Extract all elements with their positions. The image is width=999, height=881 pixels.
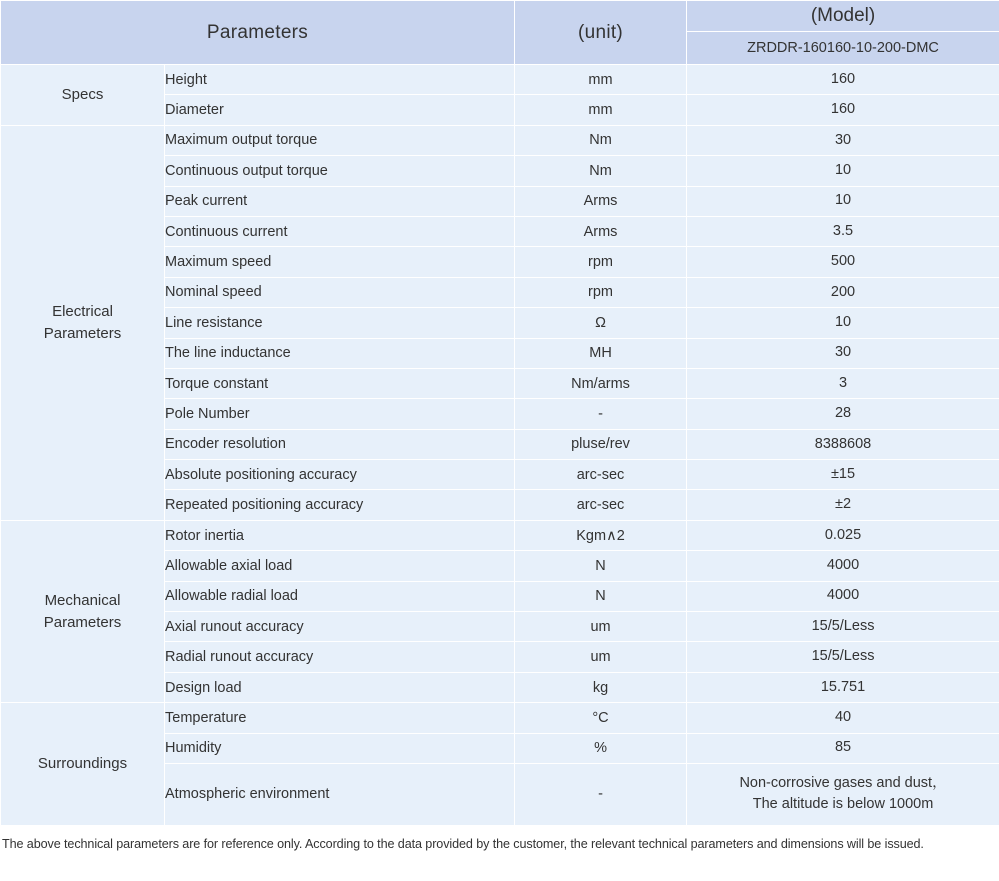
- param-unit: Nm/arms: [515, 368, 687, 398]
- group-label-line1: Electrical: [52, 303, 113, 321]
- param-value: 85: [687, 733, 999, 763]
- param-name: Radial runout accuracy: [165, 642, 515, 672]
- param-value: 8388608: [687, 429, 999, 459]
- param-value: 500: [687, 247, 999, 277]
- param-name: Allowable axial load: [165, 551, 515, 581]
- param-name: Pole Number: [165, 399, 515, 429]
- param-value: 160: [687, 65, 999, 95]
- param-name: Torque constant: [165, 368, 515, 398]
- param-name: Rotor inertia: [165, 520, 515, 550]
- param-value: 10: [687, 186, 999, 216]
- param-unit: Kgm∧2: [515, 520, 687, 550]
- param-value: 160: [687, 95, 999, 125]
- param-unit: arc-sec: [515, 460, 687, 490]
- param-name: Temperature: [165, 703, 515, 733]
- param-unit: mm: [515, 65, 687, 95]
- table-row: [1, 520, 999, 550]
- param-value: 30: [687, 338, 999, 368]
- table-row: [1, 125, 999, 155]
- param-value: 30: [687, 125, 999, 155]
- param-value: ±15: [687, 460, 999, 490]
- param-unit: -: [515, 399, 687, 429]
- param-value: 10: [687, 156, 999, 186]
- header-model: (Model): [687, 1, 999, 32]
- group-label-surroundings: Surroundings: [1, 703, 165, 826]
- header-parameters: Parameters: [1, 1, 515, 65]
- param-value: 200: [687, 277, 999, 307]
- param-unit: Ω: [515, 308, 687, 338]
- param-unit: N: [515, 551, 687, 581]
- param-name: The line inductance: [165, 338, 515, 368]
- param-name: Allowable radial load: [165, 581, 515, 611]
- param-value: 15.751: [687, 672, 999, 702]
- param-name: Repeated positioning accuracy: [165, 490, 515, 520]
- param-value: 3.5: [687, 216, 999, 246]
- param-value-line2: The altitude is below 1000m: [752, 796, 934, 813]
- group-label-mechanical-parameters: [1, 520, 165, 702]
- param-name: Maximum speed: [165, 247, 515, 277]
- param-name: Height: [165, 65, 515, 95]
- param-unit: rpm: [515, 277, 687, 307]
- param-unit: Nm: [515, 125, 687, 155]
- table-body: [1, 65, 999, 826]
- param-unit: °C: [515, 703, 687, 733]
- param-unit: um: [515, 642, 687, 672]
- footnote: The above technical parameters are for reference only. According to the data provided by the customer, the relevant technical parameters and dimensions will be issued.: [2, 836, 924, 851]
- param-value: 3: [687, 368, 999, 398]
- param-unit: um: [515, 612, 687, 642]
- param-unit: Arms: [515, 186, 687, 216]
- param-name: Humidity: [165, 733, 515, 763]
- param-name: Atmospheric environment: [165, 763, 515, 825]
- param-unit: Nm: [515, 156, 687, 186]
- header-unit: (unit): [515, 1, 687, 65]
- param-value: [687, 763, 999, 825]
- param-unit: rpm: [515, 247, 687, 277]
- param-value: 4000: [687, 551, 999, 581]
- table-row: [1, 703, 999, 733]
- group-label-line1: Mechanical: [44, 591, 121, 609]
- param-value: 40: [687, 703, 999, 733]
- param-value: ±2: [687, 490, 999, 520]
- param-name: Maximum output torque: [165, 125, 515, 155]
- param-name: Absolute positioning accuracy: [165, 460, 515, 490]
- group-label-line2: Parameters: [43, 324, 122, 342]
- param-name: Continuous current: [165, 216, 515, 246]
- param-name: Design load: [165, 672, 515, 702]
- table-header: [1, 1, 999, 65]
- param-value: 4000: [687, 581, 999, 611]
- param-name: Nominal speed: [165, 277, 515, 307]
- param-value: 28: [687, 399, 999, 429]
- param-name: Line resistance: [165, 308, 515, 338]
- group-label-specs: Specs: [1, 65, 165, 126]
- param-unit: -: [515, 763, 687, 825]
- table-row: [1, 65, 999, 95]
- group-label-line2: Parameters: [43, 613, 122, 631]
- param-unit: mm: [515, 95, 687, 125]
- param-name: Encoder resolution: [165, 429, 515, 459]
- param-unit: N: [515, 581, 687, 611]
- param-value-line1: Non-corrosive gases and dust，: [739, 774, 947, 791]
- param-value: 10: [687, 308, 999, 338]
- param-name: Axial runout accuracy: [165, 612, 515, 642]
- param-name: Peak current: [165, 186, 515, 216]
- group-label-electrical-parameters: [1, 125, 165, 520]
- param-unit: pluse/rev: [515, 429, 687, 459]
- param-unit: %: [515, 733, 687, 763]
- param-unit: Arms: [515, 216, 687, 246]
- param-unit: kg: [515, 672, 687, 702]
- param-value: 15/5/Less: [687, 642, 999, 672]
- param-unit: arc-sec: [515, 490, 687, 520]
- param-name: Diameter: [165, 95, 515, 125]
- param-name: Continuous output torque: [165, 156, 515, 186]
- header-model-value: ZRDDR-160160-10-200-DMC: [687, 32, 999, 65]
- param-value: 15/5/Less: [687, 612, 999, 642]
- param-unit: MH: [515, 338, 687, 368]
- param-value: 0.025: [687, 520, 999, 550]
